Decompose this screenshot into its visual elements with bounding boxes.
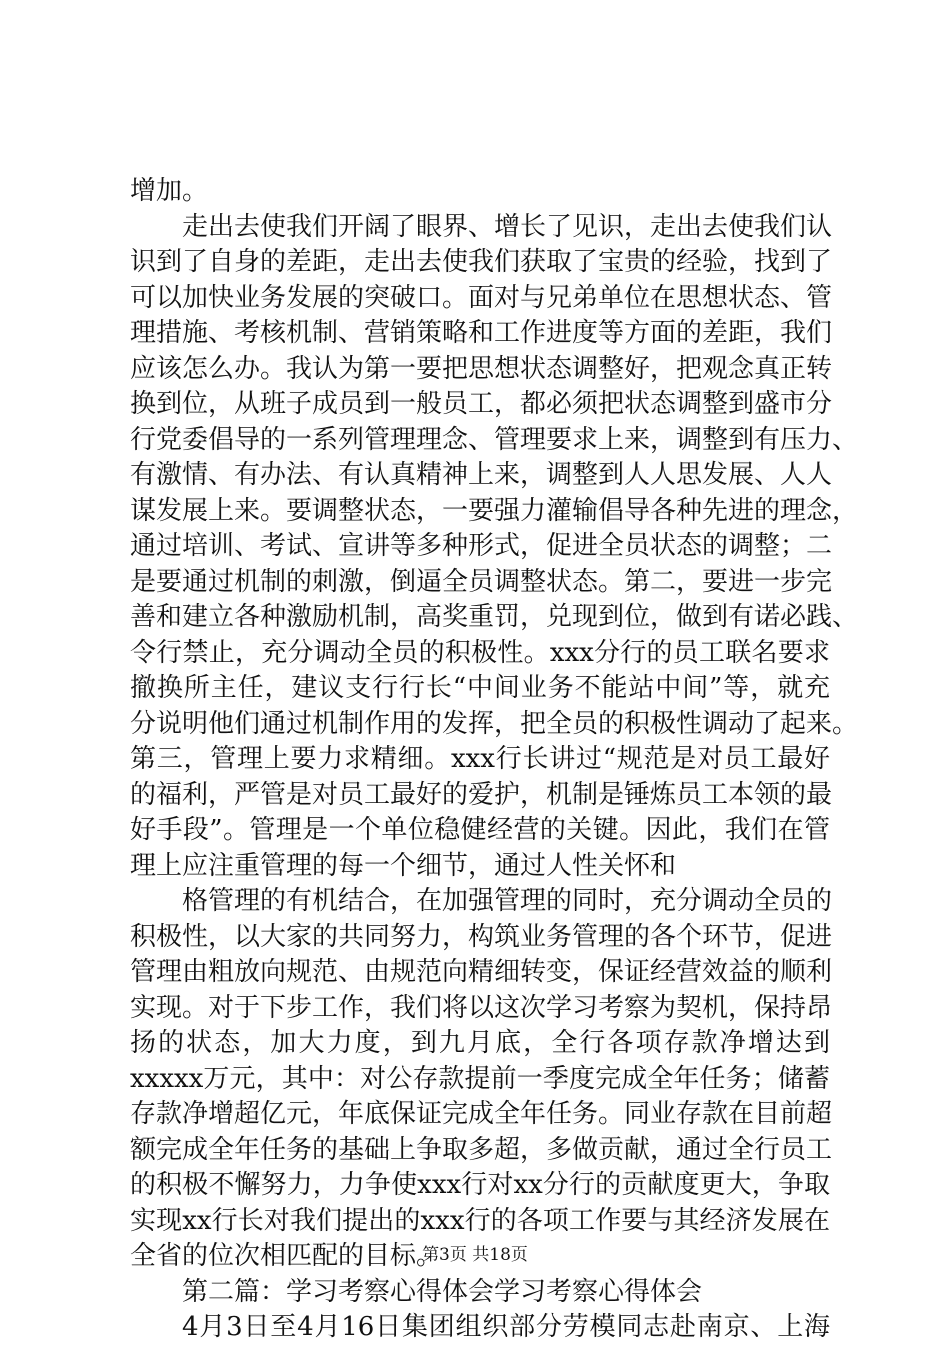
text-line: 好手段”。管理是一个单位稳健经营的关键。因此，我们在管: [130, 815, 830, 845]
text-line: 积极性，以大家的共同努力，构筑业务管理的各个环节，促进: [130, 921, 833, 952]
text-line: 分说明他们通过机制作用的发挥，把全员的积极性调动了起来。: [130, 708, 859, 739]
text-line: 增加。: [130, 176, 209, 206]
text-line: 谋发展上来。要调整状态，一要强力灌输倡导各种先进的理念，: [130, 495, 859, 526]
text-line: 可以加快业务发展的突破口。面对与兄弟单位在思想状态、管: [130, 282, 833, 313]
text-line: 实现xx行长对我们提出的xxx行的各项工作要与其经济发展在: [130, 1205, 830, 1236]
text-line: 识到了自身的差距，走出去使我们获取了宝贵的经验，找到了: [130, 247, 833, 277]
text-line: 扬的状态，加大力度，到九月底，全行各项存款净增达到: [130, 1028, 830, 1058]
text-line: 走出去使我们开阔了眼界、增长了见识，走出去使我们认: [182, 211, 833, 242]
text-line: 的福利，严管是对员工最好的爱护，机制是锤炼员工本领的最: [130, 779, 833, 810]
text-line: 存款净增超亿元，年底保证完成全年任务。同业存款在目前超: [130, 1099, 833, 1129]
text-line: 理上应注重管理的每一个细节，通过人性关怀和: [130, 850, 677, 881]
text-line: 额完成全年任务的基础上争取多超，多做贡献，通过全行员工: [130, 1134, 833, 1165]
text-line: 理措施、考核机制、营销策略和工作进度等方面的差距，我们: [130, 318, 833, 348]
text-line: 换到位，从班子成员到一般员工，都必须把状态调整到盛市分: [130, 389, 833, 419]
text-line: 撤换所主任，建议支行行长“中间业务不能站中间”等，就充: [130, 673, 830, 703]
text-line: 行党委倡导的一系列管理理念、管理要求上来，调整到有压力、: [130, 424, 859, 455]
text-line: 实现。对于下步工作，我们将以这次学习考察为契机，保持昂: [130, 992, 833, 1023]
text-line: 的积极不懈努力，力争使xxx行对xx分行的贡献度更大，争取: [130, 1170, 830, 1200]
text-line: 通过培训、考试、宣讲等多种形式，促进全员状态的调整；二: [130, 531, 833, 561]
text-line: 管理由粗放向规范、由规范向精细转变，保证经营效益的顺利: [130, 957, 833, 987]
text-line: 全省的位次相匹配的目标。: [130, 1241, 443, 1271]
text-line: 善和建立各种激励机制，高奖重罚，兑现到位，做到有诺必践、: [130, 602, 859, 632]
text-line: 第二篇：学习考察心得体会学习考察心得体会: [182, 1276, 703, 1307]
text-line: 格管理的有机结合，在加强管理的同时，充分调动全员的: [182, 886, 833, 916]
body-text: [130, 174, 859, 1346]
text-line: 4月3日至4月16日集团组织部分劳模同志赴南京、上海: [182, 1312, 830, 1342]
page-footer: 第3页 共18页: [422, 1245, 528, 1265]
text-line: 第三，管理上要力求精细。xxx行长讲过“规范是对员工最好: [130, 744, 830, 774]
text-line: 有激情、有办法、有认真精神上来，调整到人人思发展、人人: [130, 460, 833, 490]
text-line: 令行禁止，充分调动全员的积极性。xxx分行的员工联名要求: [130, 637, 830, 668]
text-line: xxxxx万元，其中：对公存款提前一季度完成全年任务；储蓄: [130, 1063, 830, 1094]
text-line: 应该怎么办。我认为第一要把思想状态调整好，把观念真正转: [130, 353, 833, 384]
text-line: 是要通过机制的刺激，倒逼全员调整状态。第二，要进一步完: [130, 566, 833, 597]
